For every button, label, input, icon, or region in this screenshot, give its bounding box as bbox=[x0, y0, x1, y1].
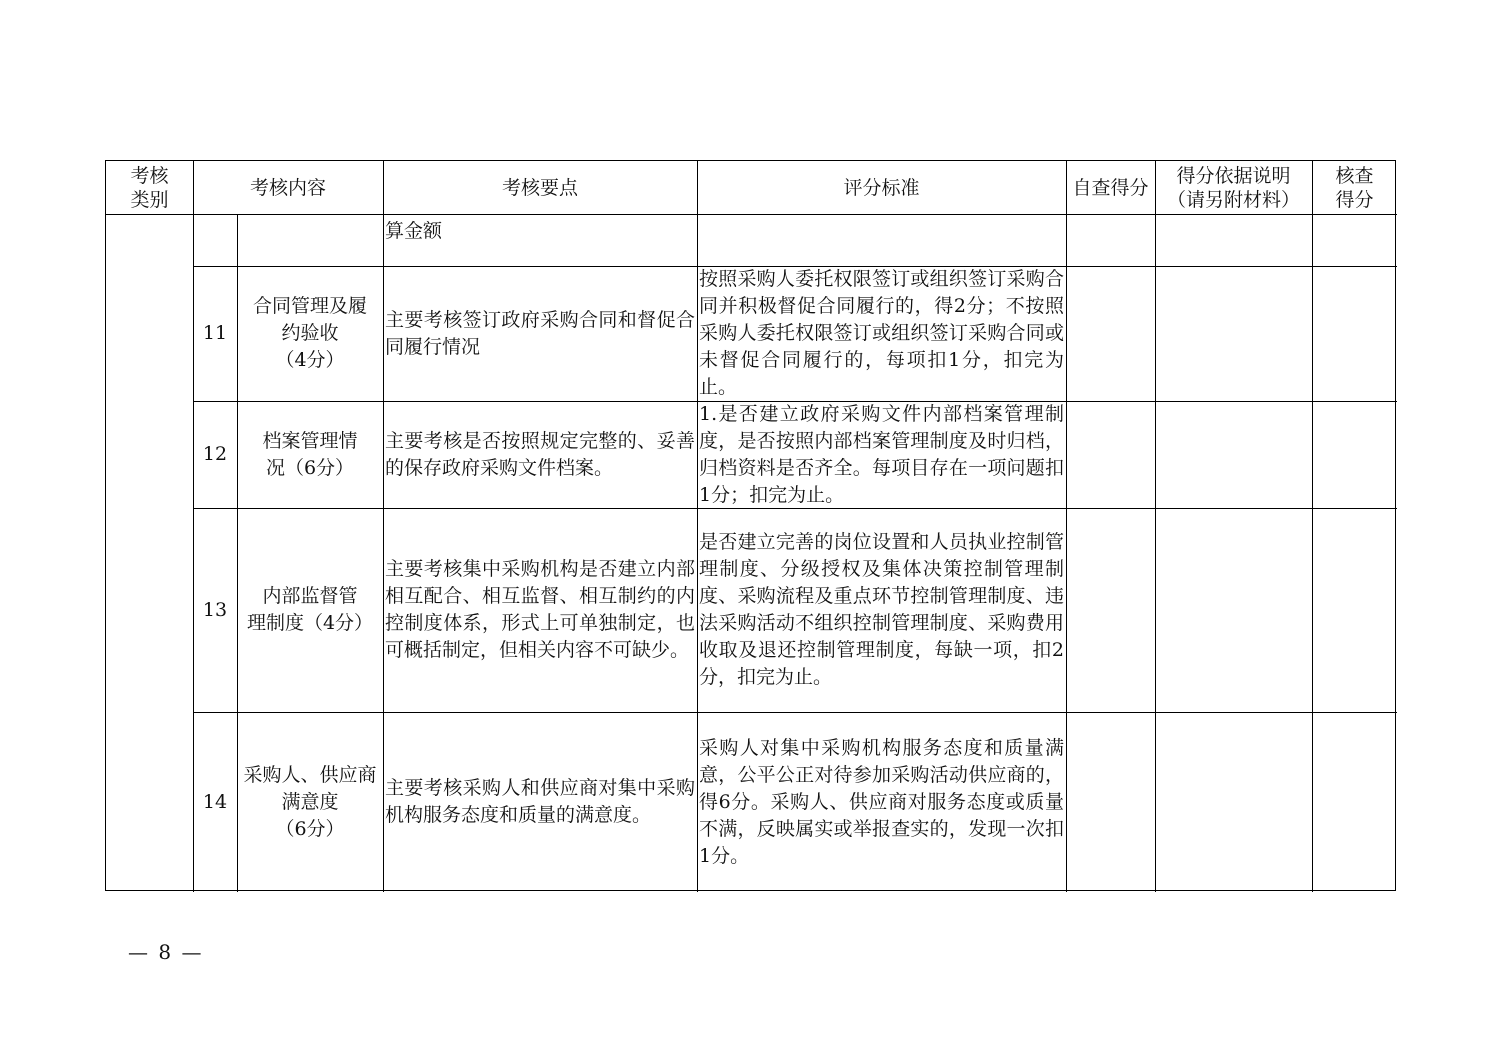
row-standard: 是否建立完善的岗位设置和人员执业控制管理制度、分级授权及集体决策控制管理制度、采购流程及重点环节控制管理制度、违法采购活动不组织控制管理制度、采购费用收取及退还控制管理制度，每缺一项，扣2分，扣完为止。 bbox=[699, 531, 1064, 688]
continuation-points: 算金额 bbox=[385, 220, 443, 242]
row-content: 采购人、供应商 满意度 （6分） bbox=[243, 763, 377, 840]
col-divider bbox=[1066, 161, 1067, 892]
header-self-score: 自查得分 bbox=[1072, 176, 1149, 199]
row-content: 合同管理及履 约验收 （4分） bbox=[252, 295, 367, 371]
row-points: 主要考核采购人和供应商对集中采购机构服务态度和质量的满意度。 bbox=[385, 777, 695, 826]
col-divider bbox=[1312, 161, 1313, 892]
row-points: 主要考核签订政府采购合同和督促合同履行情况 bbox=[385, 308, 695, 358]
row-content: 档案管理情 况（6分） bbox=[262, 429, 358, 479]
row-number: 14 bbox=[202, 790, 228, 813]
page-number: — 8 — bbox=[128, 940, 204, 964]
header-category: 考核 类别 bbox=[130, 164, 169, 211]
col-divider bbox=[1155, 161, 1156, 892]
header-points: 考核要点 bbox=[501, 176, 578, 199]
row-standard: 采购人对集中采购机构服务态度和质量满意，公平公正对待参加采购活动供应商的，得6分。采购人、供应商对服务态度或质量不满，反映属实或举报查实的，发现一次扣1分。 bbox=[699, 736, 1064, 867]
row-number: 11 bbox=[202, 322, 228, 344]
row-number: 13 bbox=[202, 598, 228, 621]
header-basis: 得分依据说明 （请另附材料） bbox=[1166, 164, 1300, 211]
row-points: 主要考核集中采购机构是否建立内部相互配合、相互监督、相互制约的内控制度体系，形式上可单独制定，也可概括制定，但相关内容不可缺少。 bbox=[385, 558, 695, 661]
row-points: 主要考核是否按照规定完整的、妥善的保存政府采购文件档案。 bbox=[385, 429, 695, 479]
header-content: 考核内容 bbox=[249, 176, 326, 199]
header-standard: 评分标准 bbox=[843, 176, 920, 199]
row-content: 内部监督管 理制度（4分） bbox=[246, 585, 374, 634]
row-number: 12 bbox=[202, 443, 228, 465]
row-standard: 1.是否建立政府采购文件内部档案管理制度，是否按照内部档案管理制度及时归档，归档资料是否齐全。每项目存在一项问题扣1分；扣完为止。 bbox=[699, 402, 1064, 506]
header-divider bbox=[106, 214, 1397, 215]
header-check-score: 核查 得分 bbox=[1335, 164, 1374, 211]
evaluation-table bbox=[105, 160, 1396, 891]
row-standard: 按照采购人委托权限签订或组织签订采购合同并积极督促合同履行的，得2分；不按照采购人委托权限签订或组织签订采购合同或未督促合同履行的，每项扣1分，扣完为止。 bbox=[699, 268, 1064, 398]
